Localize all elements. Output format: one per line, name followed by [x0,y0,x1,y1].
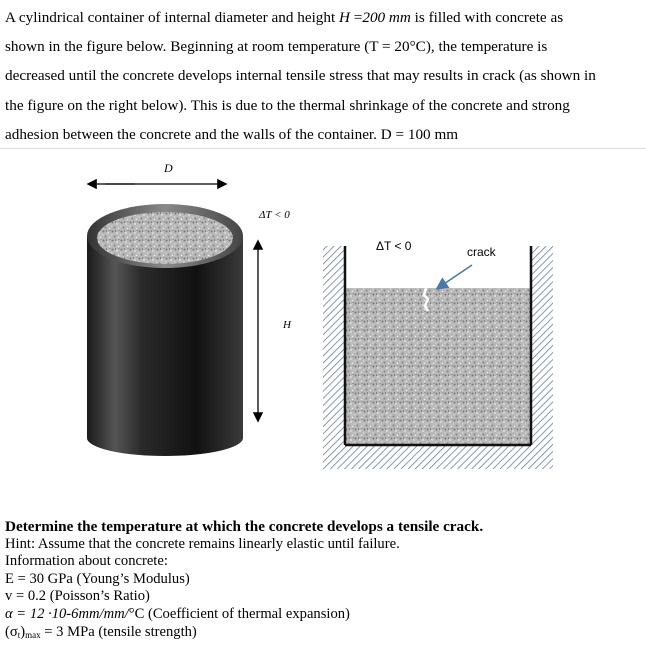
alpha-symbol: α = [5,605,30,622]
question-title: Determine the temperature at which the concrete develops a tensile crack. [5,518,484,535]
left-wall-hatch [323,246,345,468]
alpha-description: °C (Coefficient of thermal expansion) [128,605,350,622]
label-deltaT-right: ΔT < 0 [376,239,412,253]
problem-line-4: the figure on the right below). This is due to the thermal shrinkage of the concrete and strong [5,96,570,114]
youngs-modulus: E = 30 GPa (Young’s Modulus) [5,570,190,587]
cylinder-diagram [87,161,292,456]
problem-line-1 [5,3,641,32]
label-H: H [283,319,291,331]
problem-text: A cylindrical container of internal diameter and height [5,9,339,26]
sigma-subscript: t [17,629,21,640]
base-hatch [323,445,553,469]
crack-pointer-arrow [438,265,472,288]
max-subscript: max [25,629,41,640]
concrete-section [345,288,531,445]
sigma-symbol: (σ [5,623,18,640]
problem-statement [5,3,641,149]
label-D: D [164,161,173,175]
problem-line-2: shown in the figure below. Beginning at room temperature (T = 20°C), the temperature is [5,38,548,56]
hint-text: Hint: Assume that the concrete remains linearly elastic until failure. [5,535,400,552]
label-crack: crack [467,245,496,259]
problem-line-3: decreased until the concrete develops internal tensile stress that may results in crack (as shown in [5,67,596,85]
divider [0,148,646,149]
info-header: Information about concrete: [5,553,168,570]
concrete-top [97,212,233,264]
height-symbol: H [339,9,350,26]
question-block [5,518,641,644]
poissons-ratio: v = 0.2 (Poisson’s Ratio) [5,588,150,605]
cylinder-body [87,236,243,456]
height-value: 200 mm [362,9,411,26]
tensile-strength-value: = 3 MPa (tensile strength) [40,623,197,640]
alpha-value: 12 ·10-6mm/mm/ [29,605,129,622]
label-deltaT-left: ΔT < 0 [259,209,290,221]
tensile-strength [5,624,641,645]
thermal-coefficient [5,606,641,624]
cross-section-diagram [323,239,553,469]
problem-line-5: adhesion between the concrete and the walls of the container. D = 100 mm [5,125,459,143]
problem-text: is filled with concrete as [410,9,564,26]
figure [75,158,575,478]
sigma-close: ) [20,623,26,640]
problem-text: = [349,9,363,26]
right-wall-hatch [531,246,553,468]
